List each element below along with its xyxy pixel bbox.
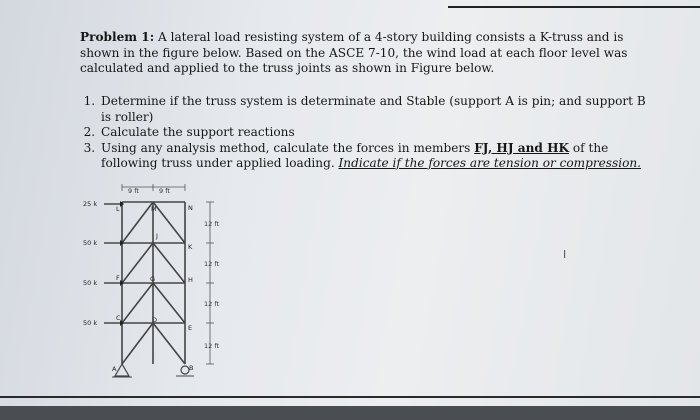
node-H: H	[188, 276, 193, 284]
width-label-2: 9 ft	[159, 187, 170, 195]
question-2	[99, 125, 659, 141]
height-label-2: 12 ft	[204, 260, 220, 268]
node-C: C	[116, 314, 121, 322]
load-label-3: 50 k	[83, 279, 98, 287]
height-label-1: 12 ft	[204, 220, 220, 228]
problem-statement	[80, 30, 640, 77]
question-3	[99, 141, 659, 172]
node-N: N	[188, 204, 193, 212]
top-rule	[448, 6, 700, 8]
question-3-text: Using any analysis method, calculate the forces in members	[101, 140, 475, 155]
width-label-1: 9 ft	[128, 187, 139, 195]
node-D: D	[152, 316, 158, 324]
question-2-text: Calculate the support reactions	[101, 125, 295, 139]
text-cursor-icon: I	[563, 248, 567, 261]
question-3-text-cont: of the following truss under applied loading.	[101, 140, 609, 170]
load-label-1: 25 k	[83, 200, 98, 208]
load-label-4: 50 k	[83, 319, 98, 327]
node-K: K	[188, 243, 193, 251]
node-M: M	[151, 205, 157, 213]
node-F: F	[116, 274, 120, 282]
question-3-emphasis: Indicate if the forces are tension or compression.	[338, 156, 641, 170]
height-label-3: 12 ft	[204, 300, 220, 308]
node-A: A	[112, 365, 117, 373]
bottom-rule	[0, 396, 700, 398]
node-B: B	[189, 364, 194, 372]
question-list	[80, 94, 659, 172]
node-L: L	[116, 205, 120, 213]
node-E: E	[188, 324, 193, 332]
node-J: J	[156, 232, 158, 240]
problem-text: A lateral load resisting system of a 4-story building consists a K-truss and is shown in the figure below. Based on the ASCE 7-10, the wind load at each floor level was calculated and applied to the truss joints as shown in Figure below.	[80, 30, 628, 75]
height-label-4: 12 ft	[204, 342, 220, 350]
question-1-text: Determine if the truss system is determinate and Stable (support A is pin; and support B is roller)	[101, 94, 646, 124]
problem-label: Problem 1:	[80, 30, 155, 44]
load-label-2: 50 k	[83, 239, 98, 247]
question-3-members: FJ, HJ and HK	[474, 140, 570, 155]
question-1	[99, 94, 659, 125]
k-truss-figure	[80, 184, 240, 380]
node-G: G	[150, 275, 156, 283]
